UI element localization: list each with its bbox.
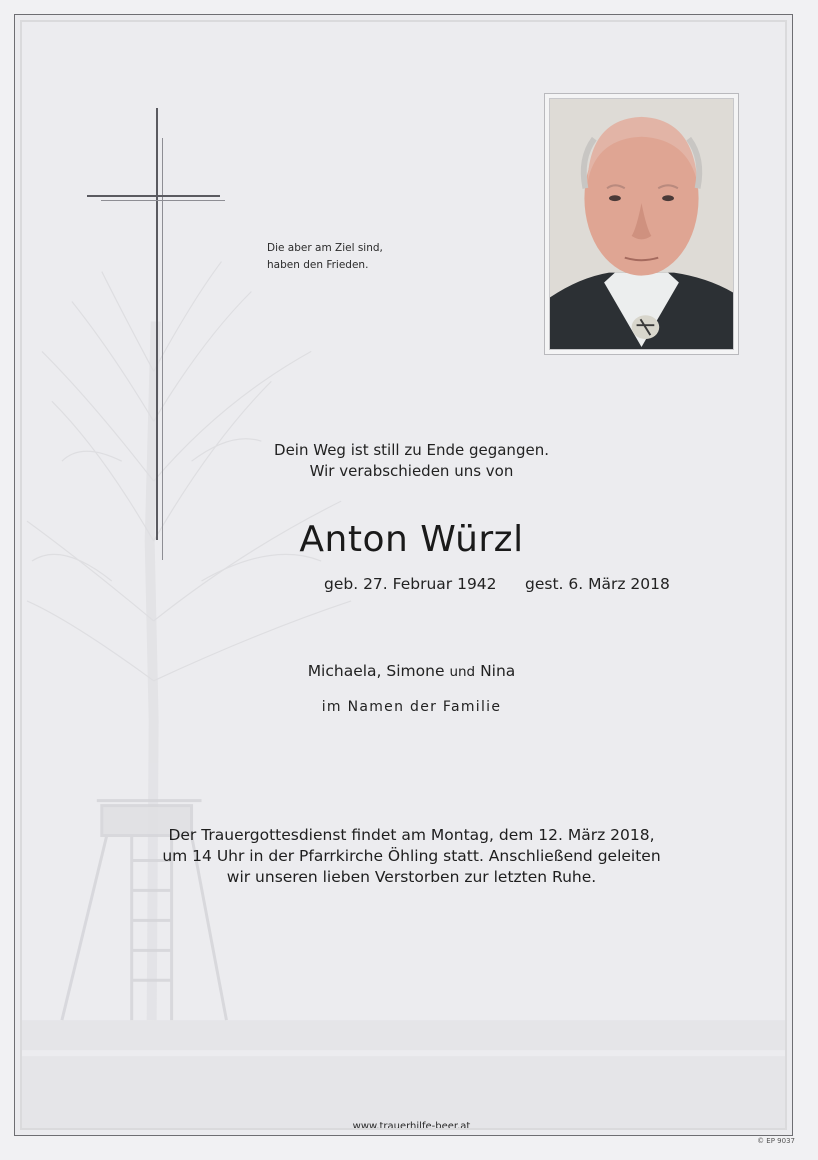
intro-text <box>22 440 787 482</box>
quote-line-1: Die aber am Ziel sind, <box>267 242 383 254</box>
quote-line-2: haben den Frieden. <box>267 259 369 271</box>
birth-date: geb. 27. Februar 1942 <box>324 575 497 593</box>
card-border <box>14 14 793 1136</box>
cross-horizontal-shadow <box>101 200 225 201</box>
family-conjunction: und <box>449 664 476 680</box>
family-names <box>22 662 787 680</box>
intro-line-2: Wir verabschieden uns von <box>309 462 514 480</box>
death-date: gest. 6. März 2018 <box>525 575 670 593</box>
service-line-2: um 14 Uhr in der Pfarrkirche Öhling statt. Anschließend geleiten <box>162 847 661 865</box>
service-line-1: Der Trauergottesdienst findet am Montag, dem 12. März 2018, <box>168 826 655 844</box>
family-names-part-2: Nina <box>480 662 516 680</box>
bible-quote <box>267 240 383 274</box>
funeral-service-info <box>22 825 787 888</box>
cross-vertical-shadow <box>162 138 163 560</box>
footer-website-link[interactable]: www.trauerhilfe-beer.at <box>352 1121 471 1130</box>
portrait-photo <box>549 98 734 350</box>
service-line-3: wir unseren lieben Verstorben zur letzten Ruhe. <box>226 868 597 886</box>
family-names-part-1: Michaela, Simone <box>307 662 445 680</box>
copyright-notice: © EP 9037 <box>757 1137 795 1145</box>
portrait-frame <box>544 93 739 355</box>
cross-horizontal-beam <box>87 195 220 197</box>
family-subline: im Namen der Familie <box>321 699 502 715</box>
deceased-name: Anton Würzl <box>299 519 524 560</box>
intro-line-1: Dein Weg ist still zu Ende gegangen. <box>274 441 549 459</box>
card-panel <box>20 20 787 1130</box>
